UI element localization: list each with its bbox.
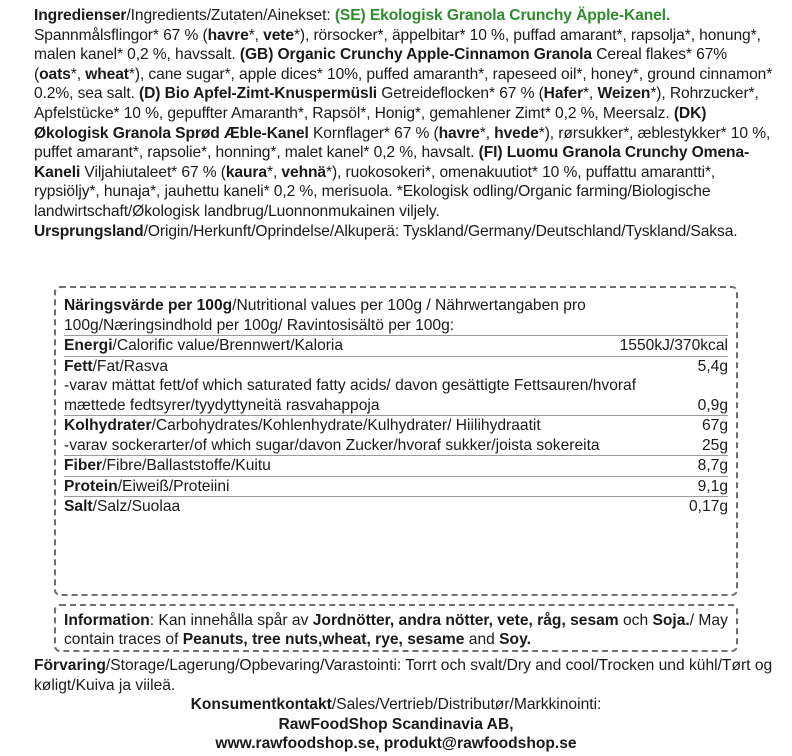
title-fi: (FI) Luomu Granola Crunchy Omena-Kaneli xyxy=(34,144,750,181)
company-name: RawFoodShop Scandinavia AB, xyxy=(278,715,514,733)
nutrient-value: 8,7g xyxy=(697,457,728,474)
ingredients-section xyxy=(34,6,774,241)
ingredients-text: Ingredienser/Ingredients/Zutaten/Ainekset: (SE) Ekologisk Granola Crunchy Äpple-Kanel. Spannmålsflingor* 67 % (havre*, vete*), rörsocker*, äppelbitar* 10 %, puffad amarant*, rapsolja*, honung*, malen kanel* 0,2 %, havssalt. (GB) Organic Crunchy Apple-Cinnamon Granola Cereal flakes* 67% (oats*, wheat*), cane sugar*, apple dices* 10%, puffed amaranth*, rapeseed oil*, honey*, ground cinnamon* 0.2%, sea salt. (D) Bio Apfel-Zimt-Knuspermüsli Getreideflocken* 67 % (Hafer*, Weizen*), Rohrzucker*, Apfelstücke* 10 %, gepuffter Amaranth*, Rapsöl*, Honig*, gemahlener Zimt* 0,2 %, Meersalz. (DK) Økologisk Granola Sprød Æble-Kanel Kornflager* 67 % (havre*, hvede*), rørsukker*, æblestykker* 10 %, puffet amarant*, rapsolie*, honning*, malet kanel* 0,2 %, havsalt. (FI) Luomu Granola Crunchy Omena-Kaneli Viljahiutaleet* 67 % (kaura*, vehnä*), ruokosokeri*, omenakuutiot* 10 %, puffattu amarantti*, rypsiöljy*, hunaja*, jauhettu kaneli* 0,2 %, merisuola. *Ekologisk odling/Organic farming/Biologische landwirtschaft/Økologisk landbrug/Luonnonmukainen viljely. Ursprungsland/Origin/Herkunft/Oprindelse/Alkuperä: Tyskland/Germany/Deutschland/Tyskland/Saksa. xyxy=(34,7,773,240)
nutrient-value: 0,17g xyxy=(688,498,728,515)
nutrient-name: Fett/Fat/Rasva xyxy=(64,357,168,375)
storage-label: Förvaring xyxy=(34,657,106,674)
nutrient-name: Protein/Eiweiß/Proteiini xyxy=(64,477,230,495)
nutrient-name: Fiber/Fibre/Ballaststoffe/Kuitu xyxy=(64,457,271,474)
nutrition-row xyxy=(64,415,728,436)
nutrient-name: Salt/Salz/Suolaa xyxy=(64,498,181,515)
nutrient-value: 25g xyxy=(701,436,728,454)
nutrition-row xyxy=(64,455,728,476)
consumer-contact: Konsumentkontakt/Sales/Vertrieb/Distributør/Markkinointi: RawFoodShop Scandinavia AB, www.rawfoodshop.se, produkt@rawfoodshop.se xyxy=(190,696,602,752)
allergen-information: Information: Kan innehålla spår av Jordnötter, andra nötter, vete, råg, sesam och Soja./ May contain traces of Peanuts, tree nuts,wheat, rye, sesame and Soy. xyxy=(54,604,738,652)
nutrient-name: -varav sockerarter/of which sugar/davon Zucker/hvoraf sukker/joista sokereita xyxy=(64,436,600,454)
title-dk: (DK) Økologisk Granola Sprød Æble-Kanel xyxy=(34,104,707,142)
nutrition-header: Näringsvärde per 100g/Nutritional values per 100g / Nährwertangaben pro 100g/Næringsindhold per 100g/ Ravintosisältö per 100g: xyxy=(64,297,586,334)
nutrition-row xyxy=(64,356,728,377)
ingredients-heading: Ingredienser xyxy=(34,7,127,24)
nutrient-value: 1550kJ/370kcal xyxy=(619,337,728,354)
nutrient-name: -varav mättat fett/of which saturated fatty acids/ davon gesättigte Fettsauren/hvoraf mættede fedtsyrer/tyydyttyneitä rasvahappoja xyxy=(64,377,637,414)
nutrition-row xyxy=(64,496,728,517)
nutrient-value: 67g xyxy=(701,417,728,434)
nutrition-rows xyxy=(64,335,728,517)
nutrition-row xyxy=(64,335,728,356)
title-de: (D) Bio Apfel-Zimt-Knuspermüsli xyxy=(139,85,378,103)
nutrition-row xyxy=(64,476,728,497)
title-se: (SE) Ekologisk Granola Crunchy Äpple-Kanel. xyxy=(334,7,671,24)
information-label: Information xyxy=(64,612,150,629)
storage-info: Förvaring/Storage/Lagerung/Opbevaring/Varastointi: Torrt och svalt/Dry and cool/Trocken und kühl/Tørt og køligt/Kuiva ja viileä. xyxy=(34,657,773,694)
nutrient-value: 5,4g xyxy=(697,357,728,375)
nutrition-table xyxy=(54,286,738,596)
web-email: www.rawfoodshop.se, produkt@rawfoodshop.se xyxy=(215,735,577,752)
title-gb: (GB) Organic Crunchy Apple-Cinnamon Granola xyxy=(239,46,592,64)
origin-label: Ursprungsland xyxy=(34,222,144,240)
nutrition-row xyxy=(64,436,728,456)
contact-label: Konsumentkontakt xyxy=(190,696,332,713)
nutrient-name: Kolhydrater/Carbohydrates/Kohlenhydrate/Kulhydrater/ Hiilihydraatit xyxy=(64,417,541,434)
nutrient-name: Energi/Calorific value/Brennwert/Kaloria xyxy=(64,337,344,354)
nutrient-value: 9,1g xyxy=(697,477,728,495)
nutrition-row xyxy=(64,376,728,415)
nutrient-value: 0,9g xyxy=(697,396,728,414)
